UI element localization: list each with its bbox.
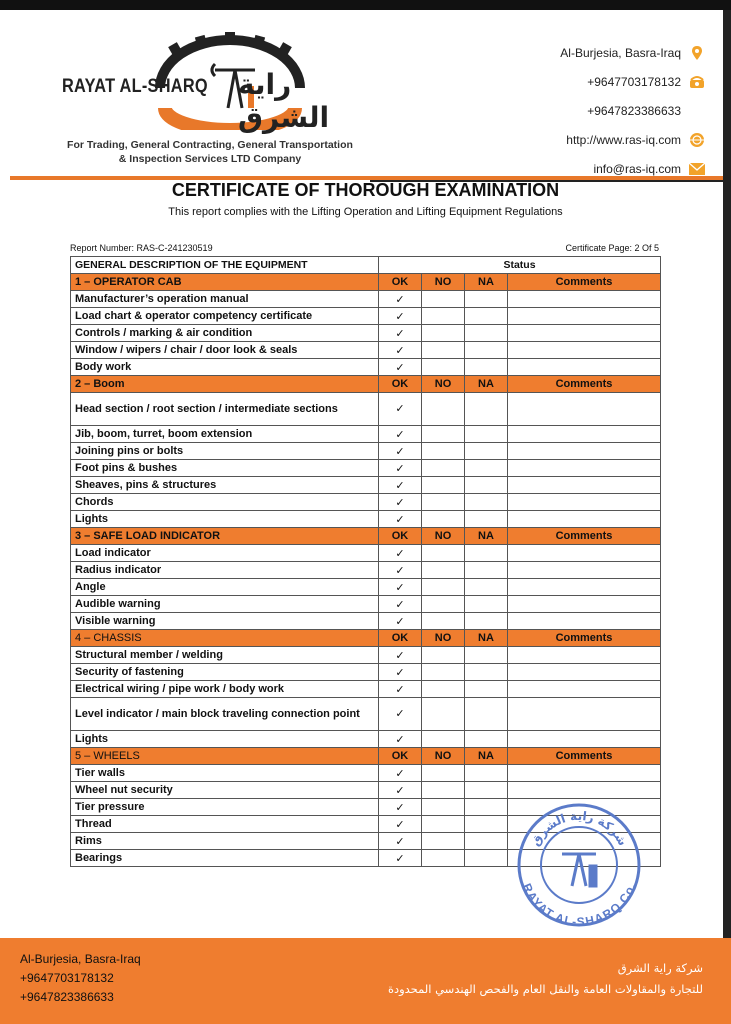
na-cell xyxy=(465,511,508,528)
table-row xyxy=(71,494,661,511)
checkmark-icon: ✓ xyxy=(379,443,422,460)
no-cell xyxy=(422,443,465,460)
col-na-label: NA xyxy=(465,528,508,545)
checkmark-icon: ✓ xyxy=(379,308,422,325)
section-header-row xyxy=(71,376,661,393)
contact-website[interactable]: http://www.ras-iq.com xyxy=(566,132,681,147)
comments-cell xyxy=(508,308,661,325)
comments-cell xyxy=(508,681,661,698)
item-description: Tier walls xyxy=(71,765,379,782)
checkmark-icon: ✓ xyxy=(379,765,422,782)
no-cell xyxy=(422,562,465,579)
item-description: Tier pressure xyxy=(71,799,379,816)
footer-arabic-line-2: للتجارة والمقاولات العامة والنقل العام والفحص الهندسي المحدودة xyxy=(387,982,703,996)
comments-cell xyxy=(508,291,661,308)
col-na-label: NA xyxy=(465,274,508,291)
na-cell xyxy=(465,799,508,816)
item-description: Foot pins & bushes xyxy=(71,460,379,477)
checkmark-icon: ✓ xyxy=(379,511,422,528)
comments-cell xyxy=(508,342,661,359)
na-cell xyxy=(465,477,508,494)
table-row xyxy=(71,359,661,376)
col-ok-label: OK xyxy=(379,274,422,291)
item-description: Joining pins or bolts xyxy=(71,443,379,460)
na-cell xyxy=(465,308,508,325)
document-subtitle: This report complies with the Lifting Operation and Lifting Equipment Regulations xyxy=(168,206,563,218)
no-cell xyxy=(422,359,465,376)
checkmark-icon: ✓ xyxy=(379,291,422,308)
na-cell xyxy=(465,494,508,511)
no-cell xyxy=(422,613,465,630)
table-row xyxy=(71,579,661,596)
table-row xyxy=(71,511,661,528)
top-border xyxy=(0,0,731,10)
no-cell xyxy=(422,833,465,850)
item-description: Lights xyxy=(71,731,379,748)
comments-cell xyxy=(508,545,661,562)
checkmark-icon: ✓ xyxy=(379,782,422,799)
table-row xyxy=(71,426,661,443)
na-cell xyxy=(465,359,508,376)
contact-website-row xyxy=(560,125,705,154)
na-cell xyxy=(465,342,508,359)
footer-phone-2: +9647823386633 xyxy=(20,990,114,1004)
section-title: 5 – WHEELS xyxy=(71,748,379,765)
checkmark-icon: ✓ xyxy=(379,325,422,342)
telephone-icon xyxy=(689,74,705,90)
tagline-line-2: & Inspection Services LTD Company xyxy=(118,153,302,165)
na-cell xyxy=(465,545,508,562)
no-cell xyxy=(422,647,465,664)
section-title: 2 – Boom xyxy=(71,376,379,393)
table-row xyxy=(71,443,661,460)
comments-cell xyxy=(508,460,661,477)
no-cell xyxy=(422,596,465,613)
comments-cell xyxy=(508,596,661,613)
checkmark-icon: ✓ xyxy=(379,393,422,426)
checkmark-icon: ✓ xyxy=(379,426,422,443)
no-cell xyxy=(422,494,465,511)
col-no-label: NO xyxy=(422,274,465,291)
examination-table xyxy=(70,256,661,867)
comments-cell xyxy=(508,562,661,579)
na-cell xyxy=(465,596,508,613)
item-description: Radius indicator xyxy=(71,562,379,579)
section-header-row xyxy=(71,528,661,545)
comments-cell xyxy=(508,494,661,511)
checkmark-icon: ✓ xyxy=(379,613,422,630)
page-edge-shadow xyxy=(723,10,731,1024)
item-description: Thread xyxy=(71,816,379,833)
certificate-page-number: Certificate Page: 2 Of 5 xyxy=(565,243,659,253)
no-cell xyxy=(422,545,465,562)
section-title: 3 – SAFE LOAD INDICATOR xyxy=(71,528,379,545)
item-description: Jib, boom, turret, boom extension xyxy=(71,426,379,443)
comments-cell xyxy=(508,698,661,731)
col-no-label: NO xyxy=(422,528,465,545)
table-row xyxy=(71,325,661,342)
item-description: Body work xyxy=(71,359,379,376)
no-cell xyxy=(422,782,465,799)
checkmark-icon: ✓ xyxy=(379,545,422,562)
table-row xyxy=(71,596,661,613)
section-header-row xyxy=(71,748,661,765)
company-logo xyxy=(50,30,370,170)
comments-cell xyxy=(508,765,661,782)
comments-cell xyxy=(508,511,661,528)
table-row xyxy=(71,393,661,426)
no-cell xyxy=(422,291,465,308)
table-row xyxy=(71,613,661,630)
table-row xyxy=(71,681,661,698)
col-ok-label: OK xyxy=(379,376,422,393)
na-cell xyxy=(465,579,508,596)
comments-cell xyxy=(508,325,661,342)
checkmark-icon: ✓ xyxy=(379,342,422,359)
table-row xyxy=(71,765,661,782)
envelope-icon xyxy=(689,161,705,177)
no-cell xyxy=(422,731,465,748)
comments-cell xyxy=(508,359,661,376)
no-cell xyxy=(422,308,465,325)
checkmark-icon: ✓ xyxy=(379,833,422,850)
header-description: GENERAL DESCRIPTION OF THE EQUIPMENT xyxy=(71,257,379,274)
na-cell xyxy=(465,731,508,748)
na-cell xyxy=(465,325,508,342)
item-description: Structural member / welding xyxy=(71,647,379,664)
contact-phone-1: +9647703178132 xyxy=(587,74,681,89)
company-tagline xyxy=(60,138,360,166)
checkmark-icon: ✓ xyxy=(379,494,422,511)
na-cell xyxy=(465,782,508,799)
comments-cell xyxy=(508,579,661,596)
checkmark-icon: ✓ xyxy=(379,596,422,613)
page-footer xyxy=(0,938,731,1024)
no-cell xyxy=(422,681,465,698)
stamp-arabic-text: شركة راية الشرق xyxy=(528,808,630,849)
item-description: Rims xyxy=(71,833,379,850)
item-description: Chords xyxy=(71,494,379,511)
item-description: Manufacturer’s operation manual xyxy=(71,291,379,308)
no-cell xyxy=(422,460,465,477)
item-description: Controls / marking & air condition xyxy=(71,325,379,342)
location-pin-icon xyxy=(689,45,705,61)
checkmark-icon: ✓ xyxy=(379,799,422,816)
item-description: Audible warning xyxy=(71,596,379,613)
na-cell xyxy=(465,833,508,850)
footer-arabic-name xyxy=(388,958,703,1000)
checkmark-icon: ✓ xyxy=(379,664,422,681)
item-description: Load chart & operator competency certificate xyxy=(71,308,379,325)
col-no-label: NO xyxy=(422,748,465,765)
table-row xyxy=(71,460,661,477)
no-cell xyxy=(422,579,465,596)
col-na-label: NA xyxy=(465,630,508,647)
table-row xyxy=(71,477,661,494)
no-cell xyxy=(422,426,465,443)
no-cell xyxy=(422,511,465,528)
na-cell xyxy=(465,562,508,579)
contact-phone-2: +9647823386633 xyxy=(587,103,681,118)
checkmark-icon: ✓ xyxy=(379,816,422,833)
comments-cell xyxy=(508,731,661,748)
comments-cell xyxy=(508,477,661,494)
no-cell xyxy=(422,393,465,426)
company-stamp xyxy=(514,800,644,930)
na-cell xyxy=(465,443,508,460)
section-header-row xyxy=(71,274,661,291)
footer-arabic-line-1: شركة راية الشرق xyxy=(617,961,703,975)
na-cell xyxy=(465,816,508,833)
item-description: Level indicator / main block traveling connection point xyxy=(71,698,379,731)
na-cell xyxy=(465,664,508,681)
report-number: Report Number: RAS-C-241230519 xyxy=(70,243,213,253)
checkmark-icon: ✓ xyxy=(379,562,422,579)
table-row xyxy=(71,782,661,799)
header-status: Status xyxy=(379,257,661,274)
checkmark-icon: ✓ xyxy=(379,731,422,748)
section-title: 1 – OPERATOR CAB xyxy=(71,274,379,291)
na-cell xyxy=(465,681,508,698)
no-cell xyxy=(422,698,465,731)
table-row xyxy=(71,308,661,325)
col-comments-label: Comments xyxy=(508,528,661,545)
item-description: Head section / root section / intermediate sections xyxy=(71,393,379,426)
item-description: Load indicator xyxy=(71,545,379,562)
item-description: Window / wipers / chair / door look & seals xyxy=(71,342,379,359)
checkmark-icon: ✓ xyxy=(379,359,422,376)
item-description: Electrical wiring / pipe work / body work xyxy=(71,681,379,698)
comments-cell xyxy=(508,426,661,443)
na-cell xyxy=(465,647,508,664)
no-cell xyxy=(422,342,465,359)
na-cell xyxy=(465,613,508,630)
na-cell xyxy=(465,291,508,308)
table-row xyxy=(71,545,661,562)
na-cell xyxy=(465,698,508,731)
table-row xyxy=(71,562,661,579)
col-no-label: NO xyxy=(422,630,465,647)
section-header-row xyxy=(71,630,661,647)
col-no-label: NO xyxy=(422,376,465,393)
comments-cell xyxy=(508,647,661,664)
footer-phone-1: +9647703178132 xyxy=(20,971,114,985)
col-comments-label: Comments xyxy=(508,630,661,647)
item-description: Visible warning xyxy=(71,613,379,630)
comments-cell xyxy=(508,443,661,460)
no-cell xyxy=(422,799,465,816)
no-cell xyxy=(422,850,465,867)
contact-email[interactable]: info@ras-iq.com xyxy=(593,161,681,176)
checkmark-icon: ✓ xyxy=(379,579,422,596)
item-description: Wheel nut security xyxy=(71,782,379,799)
no-cell xyxy=(422,664,465,681)
item-description: Lights xyxy=(71,511,379,528)
contact-address-row xyxy=(560,38,705,67)
col-na-label: NA xyxy=(465,748,508,765)
item-description: Bearings xyxy=(71,850,379,867)
table-row xyxy=(71,664,661,681)
na-cell xyxy=(465,393,508,426)
na-cell xyxy=(465,765,508,782)
no-cell xyxy=(422,325,465,342)
contact-block xyxy=(560,38,705,183)
na-cell xyxy=(465,850,508,867)
document-title: CERTIFICATE OF THOROUGH EXAMINATION xyxy=(171,180,560,200)
footer-contact xyxy=(20,950,141,1007)
na-cell xyxy=(465,460,508,477)
item-description: Angle xyxy=(71,579,379,596)
table-row xyxy=(71,731,661,748)
col-comments-label: Comments xyxy=(508,748,661,765)
table-row xyxy=(71,647,661,664)
no-cell xyxy=(422,765,465,782)
col-comments-label: Comments xyxy=(508,376,661,393)
no-cell xyxy=(422,477,465,494)
footer-address: Al-Burjesia, Basra-Iraq xyxy=(20,952,141,966)
table-row xyxy=(71,291,661,308)
checkmark-icon: ✓ xyxy=(379,698,422,731)
stamp-english-text: RAYAT AL-SHARQ Co. xyxy=(519,881,639,929)
checkmark-icon: ✓ xyxy=(379,647,422,664)
contact-phone2-row xyxy=(560,96,705,125)
item-description: Security of fastening xyxy=(71,664,379,681)
comments-cell xyxy=(508,393,661,426)
logo-arabic-name: راية الشرق xyxy=(238,68,330,134)
contact-phone1-row xyxy=(560,67,705,96)
checkmark-icon: ✓ xyxy=(379,460,422,477)
table-header-row xyxy=(71,257,661,274)
comments-cell xyxy=(508,782,661,799)
col-ok-label: OK xyxy=(379,748,422,765)
comments-cell xyxy=(508,664,661,681)
section-title: 4 – CHASSIS xyxy=(71,630,379,647)
table-row xyxy=(71,342,661,359)
no-cell xyxy=(422,816,465,833)
checkmark-icon: ✓ xyxy=(379,850,422,867)
col-na-label: NA xyxy=(465,376,508,393)
contact-address: Al-Burjesia, Basra-Iraq xyxy=(560,45,681,60)
logo-english-name: RAYAT AL-SHARQ xyxy=(62,76,208,97)
col-comments-label: Comments xyxy=(508,274,661,291)
table-row xyxy=(71,698,661,731)
tagline-line-1: For Trading, General Contracting, General Transportation xyxy=(67,139,353,151)
comments-cell xyxy=(508,613,661,630)
col-ok-label: OK xyxy=(379,630,422,647)
stamp-pumpjack-icon xyxy=(562,854,596,886)
col-ok-label: OK xyxy=(379,528,422,545)
item-description: Sheaves, pins & structures xyxy=(71,477,379,494)
globe-icon xyxy=(689,132,705,148)
checkmark-icon: ✓ xyxy=(379,681,422,698)
na-cell xyxy=(465,426,508,443)
checkmark-icon: ✓ xyxy=(379,477,422,494)
